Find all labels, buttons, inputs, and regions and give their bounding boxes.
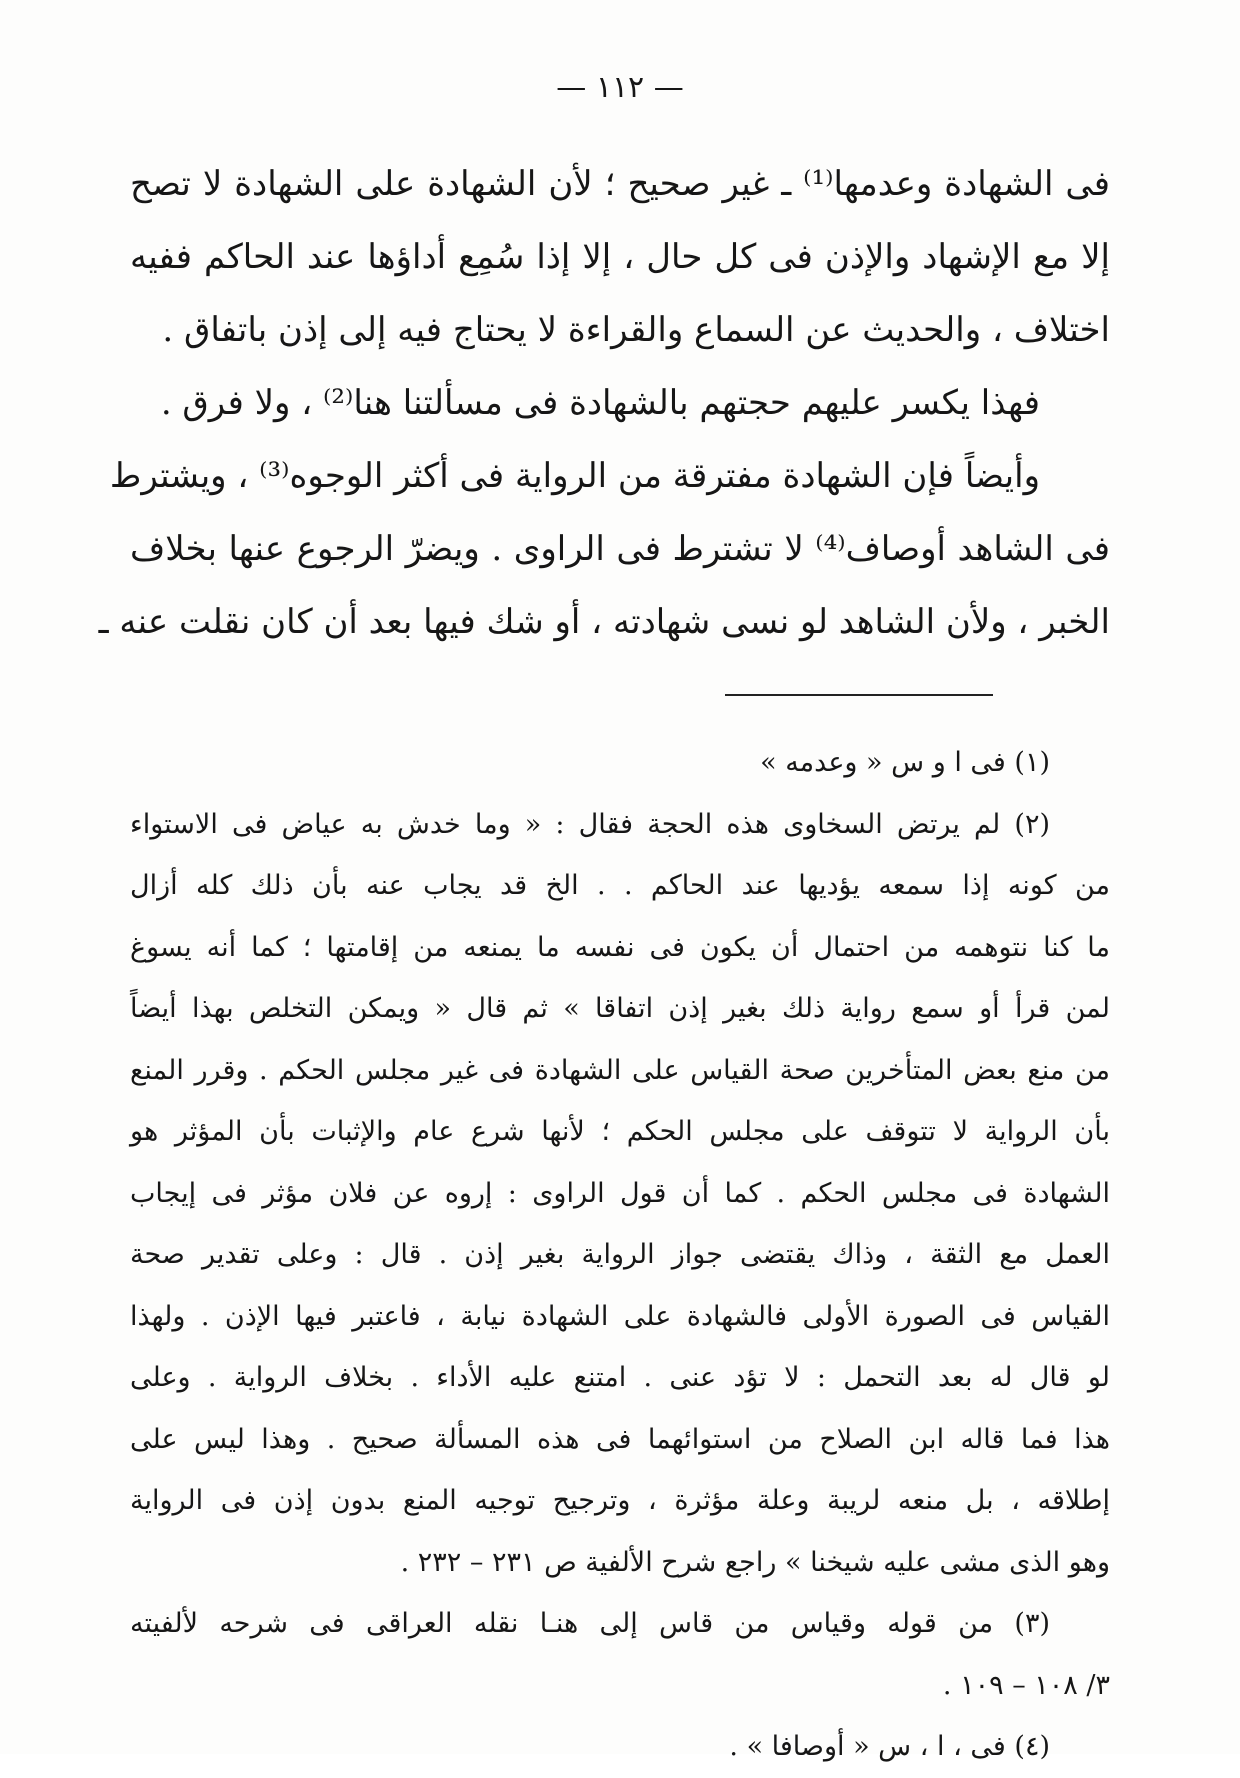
footnote-line: إطلاقه ، بل منعه لريبة وعلة مؤثرة ، وترجيح توجيه المنع بدون إذن فى الرواية	[130, 1485, 1110, 1516]
footnote-3: (٣) من قوله وقياس من قاس إلى هنـا نقله العراقى فى شرحه لألفيته	[130, 1608, 1050, 1639]
text-line: إلا مع الإشهاد والإذن فى كل حال ، إلا إذا سُمِع أداؤها عند الحاكم ففيه	[130, 237, 1110, 277]
footnote-line: لو قال له بعد التحمل : لا تؤد عنى . امتنع عليه الأداء . بخلاف الرواية . وعلى	[130, 1362, 1110, 1393]
footnote-line: هذا فما قاله ابن الصلاح من استوائهما فى هذه المسألة صحيح . وهذا ليس على	[130, 1423, 1110, 1455]
text-line: اختلاف ، والحديث عن السماع والقراءة لا يحتاج فيه إلى إذن باتفاق .	[162, 310, 1110, 350]
footnote-line: ما كنا نتوهمه من احتمال أن يكون فى نفسه ما يمنعه من إقامتها ؛ كما أنه يسوغ	[130, 931, 1110, 963]
text-line: فى الشهادة وعدمها⁽¹⁾ ـ غير صحيح ؛ لأن الشهادة على الشهادة لا تصح	[130, 164, 1110, 204]
footnote-2: (٢) لم يرتض السخاوى هذه الحجة فقال : « وما خدش به عياض فى الاستواء	[130, 808, 1050, 840]
footnote-line: من كونه إذا سمعه يؤديها عند الحاكم . . الخ قد يجاب عنه بأن ذلك كله أزال	[130, 870, 1110, 901]
footnote-line: القياس فى الصورة الأولى فالشهادة على الشهادة نيابة ، فاعتبر فيها الإذن . ولهذا	[130, 1300, 1110, 1332]
text-line: فهذا يكسر عليهم حجتهم بالشهادة فى مسألتنا هنا⁽²⁾ ، ولا فرق .	[160, 383, 1040, 423]
footnote-separator	[725, 694, 993, 696]
main-text	[98, 148, 1110, 659]
footnote-1: (١) فى ا و س « وعدمه »	[760, 747, 1050, 778]
footnote-4: (٤) فى ، ا ، س « أوصافا » .	[729, 1731, 1050, 1762]
footnote-line: ٣/ ١٠٨ – ١٠٩ .	[942, 1669, 1110, 1701]
text-line: وأيضاً فإن الشهادة مفترقة من الرواية فى أكثر الوجوه⁽³⁾ ، ويشترط	[109, 456, 1040, 496]
footnote-line: العمل مع الثقة ، وذاك يقتضى جواز الرواية بغير إذن . قال : وعلى تقدير صحة	[130, 1239, 1110, 1270]
footnote-line: وهو الذى مشى عليه شيخنا » راجع شرح الألفية ص ٢٣١ – ٢٣٢ .	[400, 1546, 1110, 1578]
text-line: فى الشاهد أوصاف⁽⁴⁾ لا تشترط فى الراوى . ويضرّ الرجوع عنها بخلاف	[130, 529, 1110, 569]
footnotes	[130, 732, 1110, 1778]
footnote-line: من منع بعض المتأخرين صحة القياس على الشهادة فى غير مجلس الحكم . وقرر المنع	[130, 1054, 1110, 1086]
footnote-line: لمن قرأ أو سمع رواية ذلك بغير إذن اتفاقا » ثم قال « ويمكن التخلص بهذا أيضاً	[130, 993, 1110, 1024]
page-number: — ١١٢ —	[556, 70, 684, 105]
footnote-line: بأن الرواية لا تتوقف على مجلس الحكم ؛ لأنها شرع عام والإثبات بأن المؤثر هو	[130, 1116, 1110, 1147]
text-line: الخبر ، ولأن الشاهد لو نسى شهادته ، أو شك فيها بعد أن كان نقلت عنه ـ	[98, 602, 1110, 642]
footnote-line: الشهادة فى مجلس الحكم . كما أن قول الراوى : إروه عن فلان مؤثر فى إيجاب	[130, 1177, 1110, 1209]
